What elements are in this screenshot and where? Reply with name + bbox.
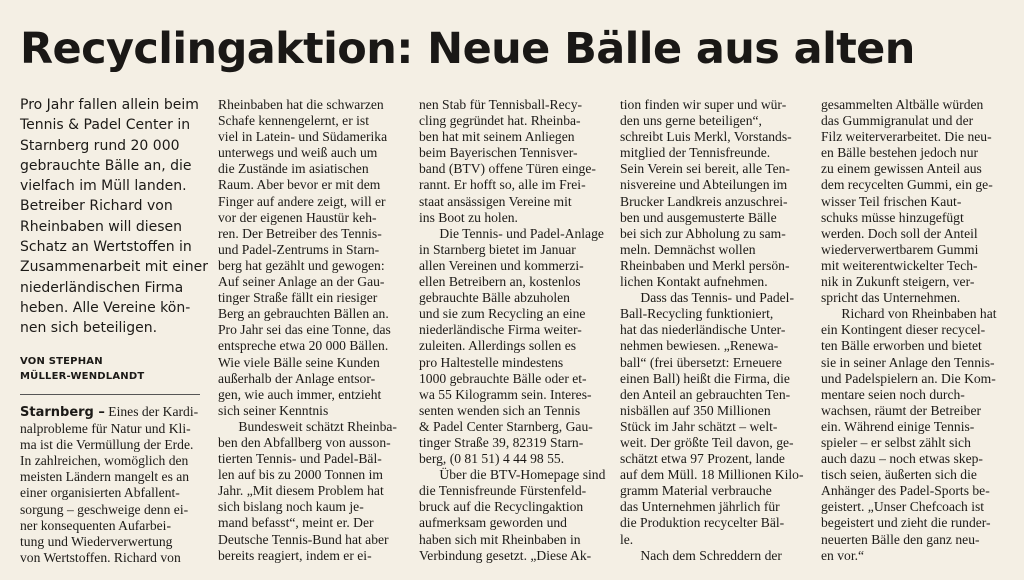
article-column-4: tion finden wir super und wür- den uns gerne beteiligen“, schreibt Luis Merkl, Vorstands- mitglied der Tennisfreunde. Sein Verein sei bereit, alle Ten- nisvereine und Abteilungen im Brucker Landkreis anzuschrei- ben und ausgemusterte Bälle bei sich zur Abholung zu sam- meln. Demnächst wollen Rheinbaben und Merkl persön- lichen Kontakt aufnehmen. Dass das Tennis- und Padel- Ball-Recycling funktioniert, hat das niederländische Unter- nehmen bewiesen. „Renewa- ball“ (frei übersetzt: Erneuere einen Ball) heißt die Firma, die den Anteil an gebrauchten Ten- nisbällen auf 350 Millionen Stück im Jahr schätzt – welt- weit. Der größte Teil davon, ge- schätzt etwa 97 Prozent, lande auf dem Müll. 18 Millionen Kilo- gramm Material verbrauche das Unternehmen jährlich für die Produktion recycelter Bäl- le. Nach dem Schreddern der <box>620 97 804 563</box>
article-column-5: gesammelten Altbälle würden das Gummigranulat und der Filz weiterverarbeitet. Die neu- en Bälle bestehen jedoch nur zu einem gewissen Anteil aus dem recycelten Gummi, ein ge- wisser Teil frischen Kaut- schuks müsse hinzugefügt werden. Doch soll der Anteil wiederverwertbarem Gummi mit weiterentwickelter Tech- nik in Zukunft steigern, ver- spricht das Unternehmen. Richard von Rheinbaben hat ein Kontingent dieser recycel- ten Bälle erworben und bietet sie in seiner Anlage den Tennis- und Padelspielern an. Die Kom- mentare seien noch durch- wachsen, räumt der Betreiber ein. Während einige Tennis- spieler – er selbst zählt sich auch dazu – noch etwas skep- tisch seien, äußerten sich die Anhänger des Padel-Sports be- geistert. „Unser Chefcoach ist begeistert und zieht die runder- neuerten Bälle den ganz neu- en vor.“ <box>821 97 997 563</box>
byline: VON STEPHAN MÜLLER-WENDLANDT <box>20 356 145 382</box>
article-column-2: Rheinbaben hat die schwarzen Schafe kennengelernt, er ist viel in Latein- und Südamerika unterwegs und weiß auch um die Zustände im asiatischen Raum. Aber bevor er mit dem Finger auf andere zeigt, will er vor der eigenen Haustür keh- ren. Der Betreiber des Tennis- und Padel-Zentrums in Starn- berg hat gezählt und gewogen: Auf seiner Anlage an der Gau- tinger Straße fällt ein riesiger Berg an gebrauchten Bällen an. Pro Jahr sei das eine Tonne, das entspreche etwa 20 000 Bällen. Wie viele Bälle seine Kunden außerhalb der Anlage entsor- gen, wie auch immer, entzieht sich seiner Kenntnis Bundesweit schätzt Rheinba- ben den Abfallberg von ausson- tierten Tennis- und Padel-Bäl- len auf bis zu 2000 Tonnen im Jahr. „Mit diesem Problem hat sich bislang noch kaum je- mand befasst“, meint er. Der Deutsche Tennis-Bund hat aber bereits reagiert, indem er ei- <box>218 97 397 563</box>
lead-text: Eines der Kardi- nalprobleme für Natur und Kli- ma ist die Vermüllung der Erde. In zahlreichen, womöglich den meisten Ländern mangelt es an einer organisierten Abfallent- sorgung – geschweige denn ei- ner konsequenten Aufarbei- tung und Wiederverwertung von Wertstoffen. Richard von <box>20 404 199 565</box>
teaser-intro: Pro Jahr fallen allein beim Tennis & Padel Center in Starnberg rund 20 000 gebrauchte Bälle an, die vielfach im Müll landen. Betreiber Richard von Rheinbaben will diesen Schatz an Wertstoffen in Zusammenarbeit mit einer niederländischen Firma heben. Alle Vereine kön- nen sich beteiligen. <box>20 97 208 337</box>
article-column-3: nen Stab für Tennisball-Recy- cling gegründet hat. Rheinba- ben hat mit seinem Anliegen beim Bayerischen Tennisver- band (BTV) offene Türen einge- rannt. Er hofft so, alle im Frei- staat ansässigen Vereine mit ins Boot zu holen. Die Tennis- und Padel-Anlage in Starnberg bietet im Januar allen Vereinen und kommerzi- ellen Betreibern an, kostenlos gebrauchte Bälle abzuholen und sie zum Recycling an eine niederländische Firma weiter- zuleiten. Allerdings sollen es pro Haltestelle mindestens 1000 gebrauchte Bälle oder et- wa 55 Kilogramm sein. Interes- senten wenden sich an Tennis & Padel Center Starnberg, Gau- tinger Straße 39, 82319 Starn- berg, (0 81 51) 4 44 98 55. Über die BTV-Homepage sind die Tennisfreunde Fürstenfeld- bruck auf die Recyclingaktion aufmerksam geworden und haben sich mit Rheinbaben in Verbindung gesetzt. „Diese Ak- <box>419 97 606 563</box>
lead-paragraph <box>20 404 208 566</box>
byline-divider <box>20 394 200 395</box>
headline: Recyclingaktion: Neue Bälle aus alten <box>20 24 915 74</box>
dateline: Starnberg – <box>20 405 105 420</box>
